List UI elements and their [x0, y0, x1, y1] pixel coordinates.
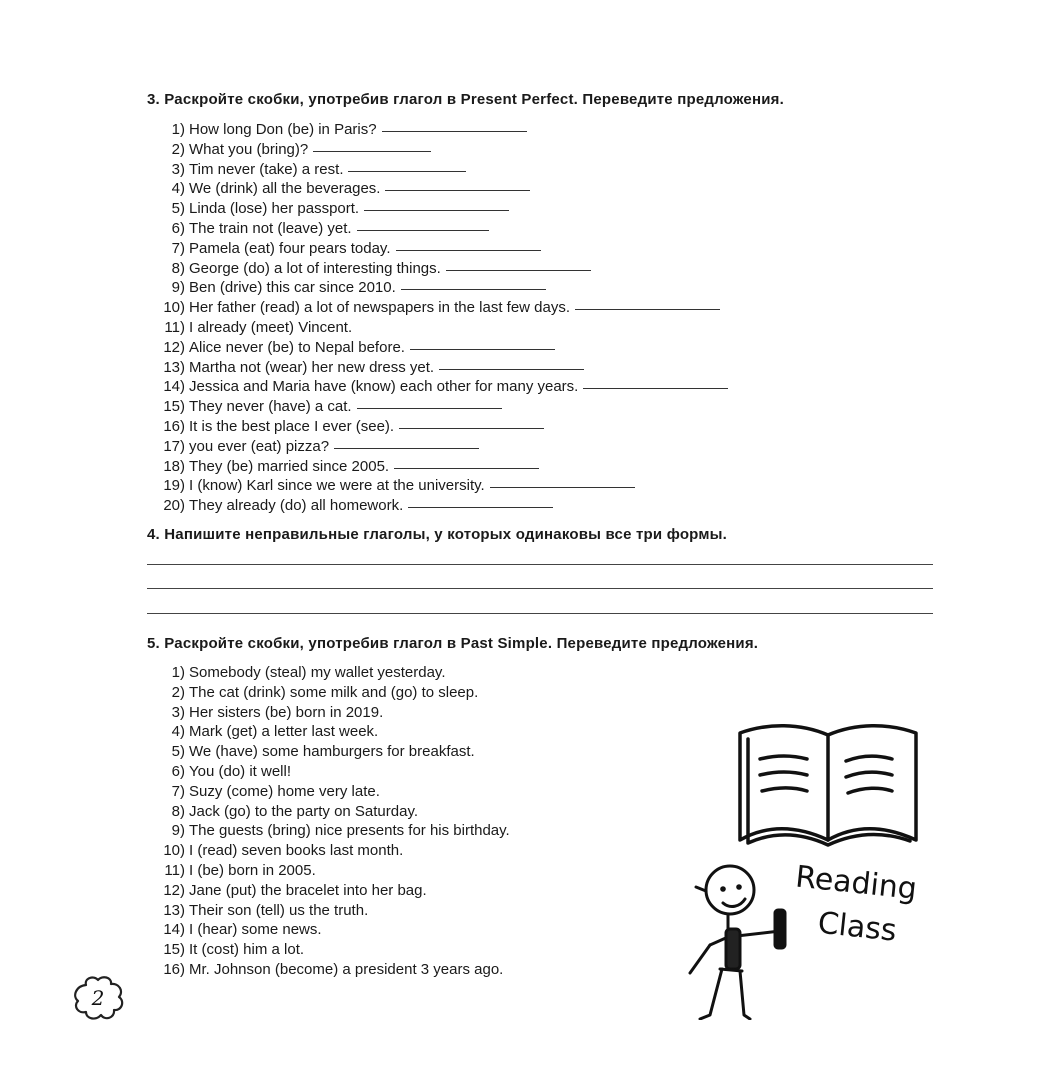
exercise-item — [160, 358, 728, 378]
exercise-item — [160, 278, 728, 298]
exercise-number: 9) — [171, 279, 185, 297]
exercise-number: 9) — [171, 822, 185, 840]
exercise-number: 16) — [163, 417, 185, 435]
exercise-number: 4) — [171, 180, 185, 198]
exercise-text: Ben (drive) this car since 2010. — [189, 279, 396, 297]
answer-blank[interactable] — [364, 209, 509, 211]
exercise-number: 8) — [171, 802, 185, 820]
exercise-number: 10) — [163, 842, 185, 860]
exercise-item — [160, 940, 510, 960]
section-5-exercise-list — [160, 663, 510, 980]
exercise-number: 20) — [163, 497, 185, 515]
exercise-item — [160, 663, 510, 683]
exercise-text: The cat (drink) some milk and (go) to sleep. — [189, 683, 479, 701]
answer-blank[interactable] — [348, 170, 466, 172]
exercise-number: 3) — [171, 160, 185, 178]
exercise-text: We (drink) all the beverages. — [189, 180, 381, 198]
exercise-number: 11) — [164, 861, 185, 879]
exercise-number: 7) — [171, 239, 185, 257]
exercise-text: Her father (read) a lot of newspapers in the last few days. — [189, 299, 571, 317]
exercise-item — [160, 239, 728, 259]
exercise-number: 12) — [163, 881, 185, 899]
stick-figure-icon — [690, 866, 785, 1019]
exercise-text: George (do) a lot of interesting things. — [189, 259, 441, 277]
answer-blank[interactable] — [334, 447, 479, 449]
exercise-number: 11) — [164, 318, 185, 336]
exercise-text: They never (have) a cat. — [189, 398, 352, 416]
answer-blank[interactable] — [399, 427, 544, 429]
exercise-item — [160, 259, 728, 279]
exercise-item — [160, 496, 728, 516]
exercise-item — [160, 179, 728, 199]
exercise-number: 12) — [163, 338, 185, 356]
answer-blank[interactable] — [394, 467, 539, 469]
exercise-item — [160, 476, 728, 496]
exercise-text: Alice never (be) to Nepal before. — [189, 338, 405, 356]
exercise-item — [160, 901, 510, 921]
exercise-text: Jessica and Maria have (know) each other for many years. — [189, 378, 579, 396]
section-4-heading: 4. Напишите неправильные глаголы, у которых одинаковы все три формы. — [147, 526, 728, 543]
exercise-item — [160, 160, 728, 180]
exercise-item — [160, 960, 510, 980]
exercise-text: What you (bring)? — [189, 140, 309, 158]
answer-line[interactable] — [147, 564, 933, 565]
exercise-text: Tim never (take) a rest. — [189, 160, 344, 178]
exercise-text: Pamela (eat) four pears today. — [189, 239, 391, 257]
exercise-item — [160, 762, 510, 782]
reading-class-sign — [794, 859, 919, 948]
exercise-number: 3) — [171, 703, 185, 721]
exercise-text: Mr. Johnson (become) a president 3 years ago. — [189, 960, 504, 978]
exercise-text: I (hear) some news. — [189, 921, 322, 939]
exercise-text: Somebody (steal) my wallet yesterday. — [189, 664, 446, 681]
exercise-number: 7) — [171, 782, 185, 800]
answer-blank[interactable] — [313, 150, 431, 152]
exercise-text: I (know) Karl since we were at the university. — [189, 477, 485, 495]
page-number-badge — [70, 975, 126, 1021]
exercise-item — [160, 318, 728, 338]
exercise-number: 14) — [163, 378, 185, 396]
exercise-number: 6) — [171, 219, 185, 237]
exercise-number: 5) — [171, 200, 185, 218]
page-number: 2 — [91, 986, 105, 1010]
exercise-number: 17) — [163, 437, 185, 455]
exercise-number: 4) — [171, 723, 185, 741]
exercise-item — [160, 841, 510, 861]
answer-blank[interactable] — [490, 486, 635, 488]
exercise-text: It is the best place I ever (see). — [189, 417, 395, 435]
exercise-number: 16) — [163, 960, 185, 978]
exercise-number: 13) — [163, 358, 185, 376]
exercise-text: How long Don (be) in Paris? — [189, 121, 377, 138]
exercise-text: Their son (tell) us the truth. — [189, 901, 369, 919]
exercise-text: Martha not (wear) her new dress yet. — [189, 358, 435, 376]
sign-line-reading: Reading — [793, 859, 919, 907]
exercise-item — [160, 722, 510, 742]
exercise-item — [160, 742, 510, 762]
section-3-heading: 3. Раскройте скобки, употребив глагол в Present Perfect. Переведите предложения. — [147, 91, 784, 108]
exercise-number: 6) — [171, 762, 185, 780]
exercise-text: you ever (eat) pizza? — [189, 437, 330, 455]
exercise-item — [160, 802, 510, 822]
exercise-text: You (do) it well! — [189, 762, 291, 780]
exercise-item — [160, 338, 728, 358]
exercise-number: 10) — [163, 299, 185, 317]
exercise-item — [160, 397, 728, 417]
exercise-number: 2) — [171, 683, 185, 701]
exercise-number: 2) — [171, 140, 185, 158]
exercise-item — [160, 703, 510, 723]
exercise-text: The guests (bring) nice presents for his birthday. — [189, 822, 510, 840]
exercise-text: I (read) seven books last month. — [189, 842, 404, 860]
exercise-item — [160, 881, 510, 901]
exercise-item — [160, 219, 728, 239]
exercise-text: The train not (leave) yet. — [189, 219, 352, 237]
exercise-text: They (be) married since 2005. — [189, 457, 390, 475]
exercise-item — [160, 140, 728, 160]
exercise-number: 8) — [171, 259, 185, 277]
exercise-text: Her sisters (be) born in 2019. — [189, 703, 384, 721]
exercise-item — [160, 120, 728, 140]
answer-blank[interactable] — [357, 407, 502, 409]
exercise-item — [160, 437, 728, 457]
exercise-item — [160, 298, 728, 318]
sign-line-class: Class — [816, 905, 899, 949]
exercise-number: 15) — [163, 941, 185, 959]
answer-blank[interactable] — [410, 348, 555, 350]
answer-blank[interactable] — [396, 249, 541, 251]
exercise-item — [160, 417, 728, 437]
answer-line[interactable] — [147, 588, 933, 589]
exercise-number: 19) — [163, 477, 185, 495]
exercise-number: 5) — [171, 743, 185, 761]
exercise-text: They already (do) all homework. — [189, 497, 404, 515]
exercise-text: Suzy (come) home very late. — [189, 782, 380, 800]
exercise-number: 18) — [163, 457, 185, 475]
exercise-text: We (have) some hamburgers for breakfast. — [189, 743, 475, 761]
exercise-item — [160, 782, 510, 802]
exercise-item — [160, 377, 728, 397]
answer-blank[interactable] — [408, 506, 553, 508]
answer-blank[interactable] — [385, 189, 530, 191]
exercise-number: 14) — [163, 921, 185, 939]
exercise-text: Jane (put) the bracelet into her bag. — [189, 881, 427, 899]
answer-blank[interactable] — [446, 269, 591, 271]
exercise-item — [160, 683, 510, 703]
answer-blank[interactable] — [357, 229, 489, 231]
answer-blank[interactable] — [583, 387, 728, 389]
open-book-icon — [740, 726, 916, 845]
exercise-item — [160, 821, 510, 841]
exercise-number: 15) — [163, 398, 185, 416]
exercise-text: I already (meet) Vincent. — [189, 318, 353, 336]
exercise-number: 1) — [171, 664, 185, 681]
answer-blank[interactable] — [575, 308, 720, 310]
answer-blank[interactable] — [439, 368, 584, 370]
exercise-text: Mark (get) a letter last week. — [189, 723, 379, 741]
exercise-number: 13) — [163, 901, 185, 919]
exercise-number: 1) — [171, 121, 185, 138]
exercise-item — [160, 199, 728, 219]
exercise-item — [160, 457, 728, 477]
exercise-text: It (cost) him a lot. — [189, 941, 305, 959]
exercise-item — [160, 861, 510, 881]
exercise-text: I (be) born in 2005. — [189, 861, 316, 879]
exercise-text: Jack (go) to the party on Saturday. — [189, 802, 419, 820]
answer-blank[interactable] — [382, 130, 527, 132]
answer-line[interactable] — [147, 613, 933, 614]
section-5-heading: 5. Раскройте скобки, употребив глагол в Past Simple. Переведите предложения. — [147, 635, 759, 652]
section-3-exercise-list — [160, 120, 728, 516]
exercise-item — [160, 920, 510, 940]
answer-blank[interactable] — [401, 288, 546, 290]
exercise-text: Linda (lose) her passport. — [189, 200, 360, 218]
reading-class-illustration — [660, 715, 950, 1020]
